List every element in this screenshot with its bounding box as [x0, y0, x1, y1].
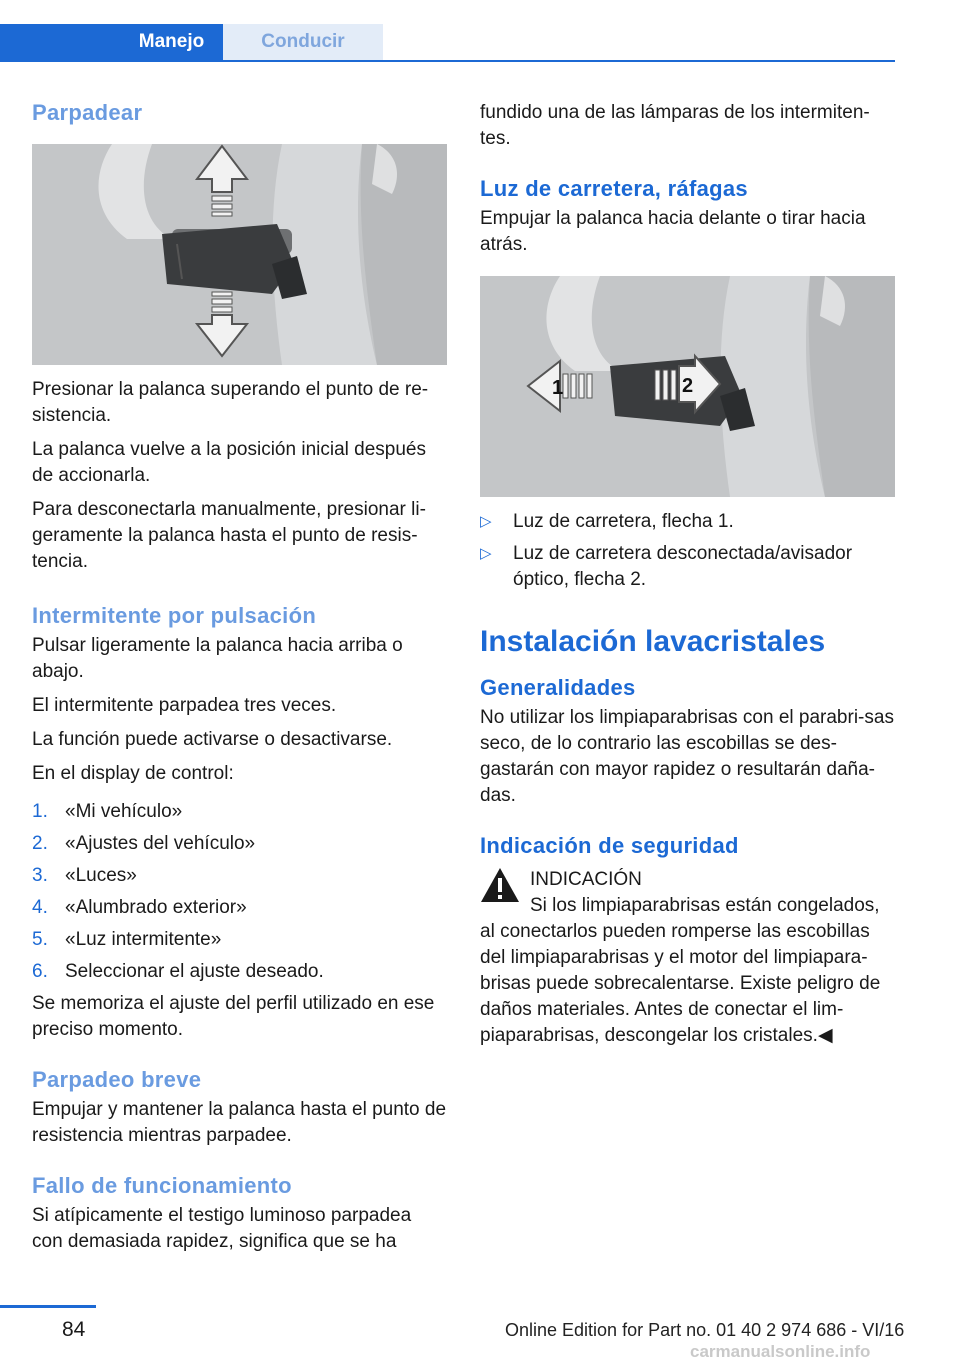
- arrow-label-1: 1: [552, 377, 564, 399]
- tab-manejo[interactable]: Manejo: [0, 24, 223, 60]
- list-item: 4. «Alumbrado exterior»: [32, 897, 247, 918]
- lever-forward-back-figure: [480, 276, 895, 497]
- list-item: ▷ Luz de carretera, flecha 1.: [480, 509, 895, 535]
- triangle-bullet-icon: ▷: [480, 545, 492, 562]
- list-item: 6. Seleccionar el ajuste deseado.: [32, 961, 324, 982]
- fallo-p1: Si atípicamente el testigo luminoso parpadea con demasiada rapidez, significa que se ha: [32, 1205, 412, 1252]
- right-column: [480, 100, 895, 1049]
- watermark: carmanualsonline.info: [690, 1342, 871, 1361]
- list-item: 2. «Ajustes del vehículo»: [32, 833, 256, 854]
- intermitente-p4: En el display de control:: [32, 763, 234, 784]
- triangle-bullet-icon: ▷: [480, 513, 492, 530]
- warning-text-rest: al conectarlos pueden romperse las escobillas del limpiaparabrisas y el motor del limpiapara‐brisas puede sobrecalentarse. Existe peligro de daños materiales. Antes de conectar el lim‐piaparabrisas, descongelar los cristales.◀: [480, 921, 881, 1046]
- intermitente-p1: Pulsar ligeramente la palanca hacia arriba o abajo.: [32, 635, 403, 682]
- high-beam-lever-illustration: [480, 276, 895, 497]
- intermitente-p3: La función puede activarse o desactivarse.: [32, 729, 393, 750]
- steps-list: [32, 799, 447, 985]
- heading-lavacristales: Instalación lavacristales: [480, 625, 826, 658]
- heading-generalidades: Generalidades: [480, 675, 636, 700]
- intermitente-p2: El intermitente parpadea tres veces.: [32, 695, 337, 716]
- list-item: 5. «Luz intermitente»: [32, 929, 222, 950]
- footer-rule: [0, 1305, 96, 1308]
- heading-parpadear: Parpadear: [32, 100, 143, 125]
- edition-text: Online Edition for Part no. 01 40 2 974 686 - VI/16: [505, 1320, 905, 1340]
- heading-luz-carretera: Luz de carretera, ráfagas: [480, 176, 748, 201]
- left-column: [32, 100, 447, 1255]
- carretera-p1: Empujar la palanca hacia delante o tirar hacia atrás.: [480, 208, 866, 255]
- header-tabbar: [0, 24, 895, 62]
- arrow-label-2: 2: [682, 375, 694, 397]
- header-rule: [0, 60, 895, 62]
- heading-seguridad: Indicación de seguridad: [480, 833, 739, 858]
- bullet-list: [480, 509, 895, 593]
- heading-intermitente: Intermitente por pulsación: [32, 603, 317, 628]
- lever-updown-figure: [32, 144, 447, 365]
- list-item: 3. «Luces»: [32, 865, 137, 886]
- tab-conducir[interactable]: Conducir: [223, 24, 383, 60]
- continuation-text: fundido una de las lámparas de los intermiten‐tes.: [480, 102, 870, 149]
- heading-parpadeo-breve: Parpadeo breve: [32, 1067, 202, 1092]
- parpadear-p3: Para desconectarla manualmente, presionar li‐geramente la palanca hasta el punto de resis‐tencia.: [32, 499, 426, 572]
- warning-triangle-icon: [480, 867, 520, 903]
- generalidades-p: No utilizar los limpiaparabrisas con el parabri‐sas seco, de lo contrario las escobillas se des‐gastarán con mayor rapidez o resultarán daña‐das.: [480, 707, 894, 806]
- list-item: 1. «Mi vehículo»: [32, 801, 183, 822]
- heading-fallo: Fallo de funcionamiento: [32, 1173, 292, 1198]
- list-item: ▷ Luz de carretera desconectada/avisador óptico, flecha 2.: [480, 543, 853, 590]
- page-number: 84: [62, 1318, 86, 1341]
- breve-p1: Empujar y mantener la palanca hasta el punto de resistencia mientras parpadee.: [32, 1099, 447, 1146]
- intermitente-p5: Se memoriza el ajuste del perfil utilizado en ese preciso momento.: [32, 993, 435, 1040]
- warning-text-first: Si los limpiaparabrisas están congelados,: [530, 895, 880, 916]
- turn-signal-lever-illustration: [32, 144, 447, 365]
- parpadear-p2: La palanca vuelve a la posición inicial después de accionarla.: [32, 439, 426, 486]
- parpadear-p1: Presionar la palanca superando el punto de re‐sistencia.: [32, 379, 429, 426]
- warning-label: INDICACIÓN: [530, 869, 642, 890]
- warning-box: [480, 867, 895, 1049]
